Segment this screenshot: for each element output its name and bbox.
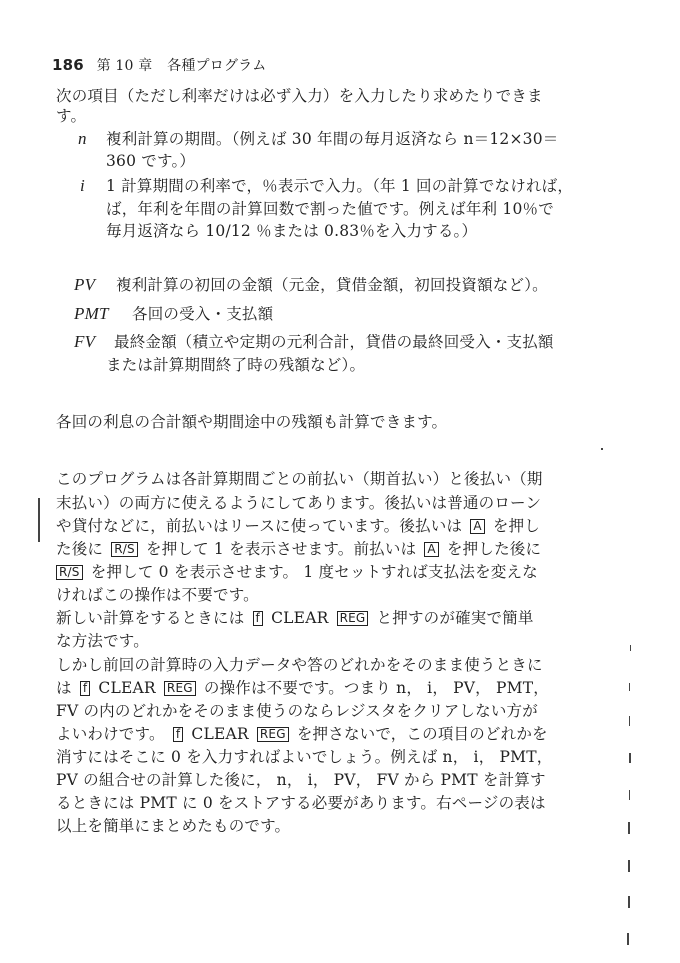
speck	[627, 933, 629, 945]
definition-n-line-2: 360 です。）	[106, 152, 196, 170]
key-a-icon: A	[424, 542, 438, 557]
body-line-2: 末払い）の両方に使えるようにしてあります。後払いは普通のローン	[56, 494, 542, 512]
body-line-4-text-a: た後に	[56, 540, 104, 558]
running-header	[52, 56, 266, 75]
term-n: n	[78, 129, 87, 148]
speck	[628, 822, 630, 834]
body-line-3-text-b: を押し	[492, 517, 540, 535]
key-rs-icon: R/S	[111, 542, 138, 557]
term-pmt: PMT	[74, 304, 109, 323]
body-line-15: るときには PMT に 0 をストアする必要があります。右ページの表は	[56, 794, 546, 812]
intro-line-1: 次の項目（ただし利率だけは必ず入力）を入力したり求めたりできま	[56, 87, 543, 105]
body-line-8: な方法です。	[56, 632, 149, 650]
body-line-14: PV の組合せの計算した後に， n， i， PV， FV から PMT を計算す	[56, 771, 546, 789]
key-reg-icon: REG	[337, 611, 369, 626]
body-line-1: このプログラムは各計算期間ごとの前払い（期首払い）と後払い（期	[56, 470, 543, 488]
clear-label: CLEAR	[98, 679, 156, 697]
body-line-3-text-a: や貸付などに，前払いはリースに使っています。後払いは	[56, 517, 463, 535]
body-line-4-text-b: を押して 1 を表示させます。前払いは	[146, 540, 417, 558]
intro-line-2: す。	[56, 107, 87, 125]
body-line-3	[56, 517, 540, 535]
body-line-5-text: を押して 0 を表示させます。 1 度セットすれば支払法を変えな	[90, 563, 538, 581]
body-line-10	[56, 679, 549, 697]
speck	[629, 716, 630, 726]
clear-label: CLEAR	[191, 725, 249, 743]
definition-i-line-2: ば，年利を年間の計算回数で割った値です。例えば年利 10％で	[106, 200, 554, 218]
term-i: i	[80, 176, 85, 195]
body-line-7-text-c: と押すのが確実で簡単	[376, 609, 534, 627]
chapter-number: 第 10 章	[96, 58, 153, 74]
body-line-9: しかし前回の計算時の入力データや答のどれかをそのまま使うときに	[56, 656, 543, 674]
margin-bar	[38, 498, 40, 542]
definition-i-line-3: 毎月返済なら 10/12 ％または 0.83％を入力する。）	[106, 222, 478, 240]
term-pv: PV	[74, 275, 96, 294]
definition-fv-line-1: 最終金額（積立や定期の元利合計，貸借の最終回受入・支払額	[114, 333, 554, 351]
body-line-10-text-c: の操作は不要です。つまり n， i， PV， PMT，	[203, 679, 549, 697]
body-line-13: 消すにはそこに 0 を入力すればよいでしょう。例えば n， i， PMT，	[56, 748, 553, 766]
key-rs-icon: R/S	[56, 565, 83, 580]
speck	[630, 645, 631, 651]
key-f-icon: f	[253, 611, 263, 626]
paragraph-interest: 各回の利息の合計額や期間途中の残額も計算できます。	[56, 413, 448, 431]
body-line-6: ければこの操作は不要です。	[56, 586, 259, 604]
body-line-10-text-a: は	[56, 679, 72, 697]
term-fv: FV	[74, 332, 96, 351]
speck	[629, 753, 631, 763]
speck	[601, 448, 603, 450]
body-line-4	[56, 540, 541, 558]
key-a-icon: A	[470, 519, 484, 534]
speck	[628, 896, 630, 908]
definition-fv-line-2: または計算期間終了時の残額など）。	[106, 356, 366, 374]
chapter-title: 各種プログラム	[167, 58, 267, 74]
speck	[629, 790, 630, 800]
body-line-12-text-c: を押さないで，この項目のどれかを	[296, 725, 548, 743]
body-line-7-text-a: 新しい計算をするときには	[56, 609, 245, 627]
body-line-5	[56, 563, 538, 581]
definition-i-line-1: 1 計算期間の利率で，％表示で入力。（年 1 回の計算でなければ，	[106, 177, 574, 195]
speck	[628, 860, 630, 872]
body-line-16: 以上を簡単にまとめたものです。	[56, 817, 291, 835]
key-f-icon: f	[80, 681, 90, 696]
speck	[629, 683, 630, 691]
body-line-4-text-c: を押した後に	[446, 540, 542, 558]
key-reg-icon: REG	[257, 727, 289, 742]
key-reg-icon: REG	[164, 681, 196, 696]
body-line-7	[56, 609, 534, 627]
definition-n-line-1: 複利計算の期間。（例えば 30 年間の毎月返済なら n＝12×30＝	[106, 130, 559, 148]
body-line-12-text-a: よいわけです。	[56, 725, 165, 743]
definition-pv-line-1: 複利計算の初回の金額（元金，貸借金額，初回投資額など）。	[116, 276, 548, 294]
body-line-12	[56, 725, 548, 743]
clear-label: CLEAR	[271, 609, 329, 627]
definition-pmt-line-1: 各回の受入・支払額	[132, 305, 274, 323]
body-line-11: FV の内のどれかをそのまま使うのならレジスタをクリアしない方が	[56, 702, 538, 720]
page-number: 186	[52, 56, 84, 74]
key-f-icon: f	[173, 727, 183, 742]
